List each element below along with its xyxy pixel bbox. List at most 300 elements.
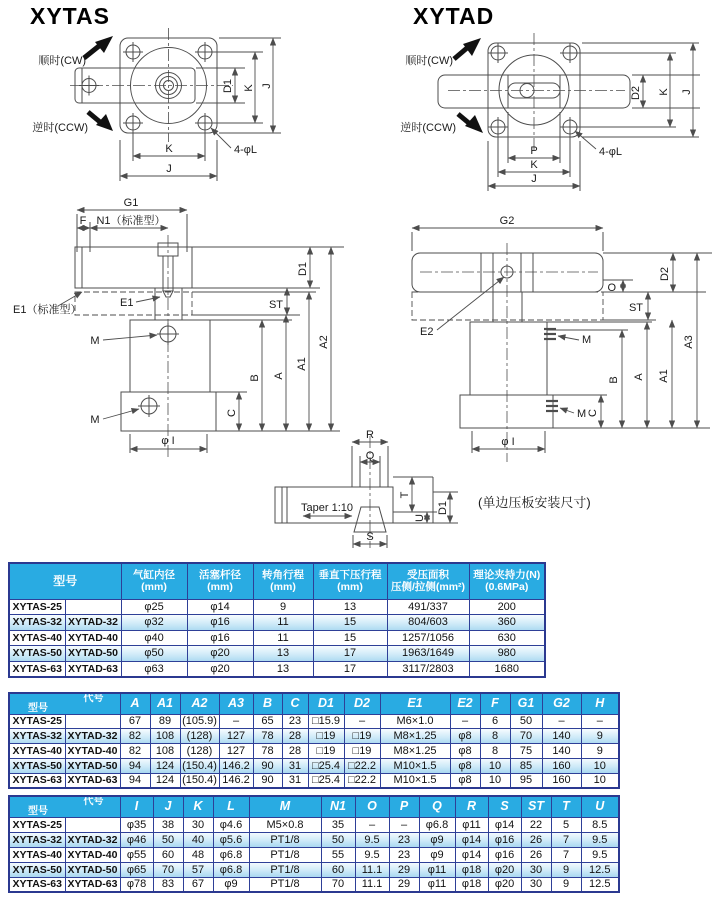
cell: □19 [308, 744, 344, 759]
cell: 17 [313, 661, 387, 677]
model-column-header: 型号 [9, 563, 121, 599]
cell: 8 [480, 744, 510, 759]
dim-label-st: ST [268, 299, 284, 311]
dim-label-p: P [530, 145, 538, 157]
xytas-top-view-drawing [32, 28, 281, 181]
cell: φ20 [488, 862, 521, 877]
column-header: ST [521, 796, 551, 817]
column-header: U [581, 796, 619, 817]
column-header: A2 [180, 693, 219, 714]
column-header: E1 [380, 693, 450, 714]
cell: 30 [521, 862, 551, 877]
cell: φ78 [120, 877, 153, 892]
cell: 13 [313, 599, 387, 615]
cell: 83 [153, 877, 183, 892]
dim-label-d1: D1 [297, 261, 309, 277]
cell: 30 [521, 877, 551, 892]
cell: 12.5 [581, 862, 619, 877]
model-column-header [9, 796, 120, 817]
cell: 8.5 [581, 817, 619, 832]
cell: 1680 [469, 661, 545, 677]
cell: □22.2 [344, 758, 380, 773]
cell: φ55 [120, 847, 153, 862]
dim-label-u: U [414, 514, 426, 522]
cell: φ16 [187, 615, 253, 631]
column-header: H [581, 693, 619, 714]
cell: 11 [253, 615, 313, 631]
cell: 9.5 [581, 847, 619, 862]
table-row [9, 661, 545, 677]
cell: (128) [180, 744, 219, 759]
cell: 70 [510, 729, 542, 744]
model-cell: XYTAS-63 [9, 661, 65, 677]
table-row [9, 714, 619, 729]
cell: 29 [389, 877, 419, 892]
cell: φ14 [455, 847, 488, 862]
dim-label-k-side: K [658, 88, 670, 96]
cell: φ65 [120, 862, 153, 877]
cell: 89 [150, 714, 180, 729]
spec-table-container [8, 562, 546, 678]
cell: φ63 [121, 661, 187, 677]
cell: 35 [321, 817, 355, 832]
column-header: T [551, 796, 581, 817]
cell: φ50 [121, 646, 187, 662]
cell: 40 [183, 832, 213, 847]
cell: 50 [510, 714, 542, 729]
column-header: A1 [150, 693, 180, 714]
cell: 146.2 [219, 758, 253, 773]
cell: φ14 [488, 817, 521, 832]
mounting-note: (单边压板安装尺寸) [478, 495, 591, 510]
model-cell: XYTAD-50 [65, 862, 120, 877]
table-row [9, 744, 619, 759]
model-cell: XYTAS-50 [9, 758, 65, 773]
cell: – [450, 714, 480, 729]
cell: 108 [150, 729, 180, 744]
cell: 9.5 [355, 832, 389, 847]
spec-table [8, 562, 546, 678]
e1-label: E1 [120, 297, 134, 309]
cell: 146.2 [219, 773, 253, 788]
cell: 200 [469, 599, 545, 615]
e2-label: E2 [420, 326, 434, 338]
table-row [9, 630, 545, 646]
cell: 8 [480, 729, 510, 744]
cell: 13 [253, 646, 313, 662]
cell: 57 [183, 862, 213, 877]
dim-label-j-bottom: J [166, 163, 172, 175]
cell: φ8 [450, 744, 480, 759]
cell: 10 [581, 758, 619, 773]
dim-label-r: R [366, 429, 374, 441]
cell: 9.5 [581, 832, 619, 847]
table-row [9, 817, 619, 832]
cell: 140 [542, 729, 581, 744]
cell: 140 [542, 744, 581, 759]
dim-label-j-side: J [681, 89, 693, 95]
table-row [9, 758, 619, 773]
model-cell: XYTAD-32 [65, 832, 120, 847]
ccw-label: 逆时(CCW) [32, 122, 88, 134]
model-cell: XYTAS-32 [9, 615, 65, 631]
cell: 67 [183, 877, 213, 892]
dimension-table-2-container [8, 795, 620, 893]
dim-label-n1: N1（标准型） [96, 215, 166, 227]
cell: 804/603 [387, 615, 469, 631]
cell: 26 [521, 832, 551, 847]
port-m-lower-label: M [577, 408, 587, 420]
column-header: N1 [321, 796, 355, 817]
cell: 29 [389, 862, 419, 877]
cell: 124 [150, 773, 180, 788]
cell: – [219, 714, 253, 729]
cell: (128) [180, 729, 219, 744]
cell: 13 [253, 661, 313, 677]
model-cell: XYTAS-40 [9, 847, 65, 862]
cell: 9.5 [355, 847, 389, 862]
column-header: C [282, 693, 308, 714]
model-cell: XYTAD-63 [65, 773, 120, 788]
column-header: L [213, 796, 249, 817]
cell: □19 [344, 729, 380, 744]
cell: 55 [321, 847, 355, 862]
model-cell: XYTAS-25 [9, 599, 65, 615]
cell: – [344, 714, 380, 729]
dim-label-bore: φ I [161, 435, 175, 447]
dim-label-b: B [608, 376, 620, 384]
cell: (105.9) [180, 714, 219, 729]
dim-label-d1: D1 [222, 78, 234, 94]
ccw-label: 逆时(CCW) [400, 122, 456, 134]
cell: 94 [120, 773, 150, 788]
cell: 78 [253, 729, 282, 744]
cell: 11.1 [355, 862, 389, 877]
dim-label-c: C [587, 409, 599, 417]
cell: 26 [521, 847, 551, 862]
cell: – [389, 817, 419, 832]
cell: M8×1.25 [380, 744, 450, 759]
page-title-xytad: XYTAD [413, 3, 495, 29]
cw-label: 顺时(CW) [405, 55, 453, 67]
cell: 75 [510, 744, 542, 759]
cell: PT1/8 [249, 862, 321, 877]
page-title-xytas: XYTAS [30, 3, 110, 29]
diag-label-top: 代号 [83, 796, 104, 807]
cell: PT1/8 [249, 877, 321, 892]
table-row [9, 832, 619, 847]
cell: φ18 [455, 877, 488, 892]
model-cell: XYTAS-40 [9, 744, 65, 759]
diag-label-bottom: 型号 [28, 702, 48, 714]
dim-label-a3: A3 [683, 335, 695, 349]
cell: φ9 [419, 847, 455, 862]
cell: 127 [219, 729, 253, 744]
dim-label-j-side: J [261, 83, 273, 89]
column-header: G1 [510, 693, 542, 714]
dim-label-k-bottom: K [165, 143, 173, 155]
dim-label-t: T [399, 491, 411, 499]
diag-label-bottom: 型号 [28, 805, 48, 817]
model-column-header [9, 693, 120, 714]
dim-label-c: C [226, 409, 238, 417]
model-cell: XYTAD-32 [65, 729, 120, 744]
cell: 1963/1649 [387, 646, 469, 662]
cell: φ16 [488, 832, 521, 847]
dim-label-d2: D2 [630, 85, 642, 101]
column-header: R [455, 796, 488, 817]
dimension-table-1-container [8, 692, 620, 789]
column-header: I [120, 796, 153, 817]
model-cell: XYTAS-40 [9, 630, 65, 646]
cell: 10 [480, 758, 510, 773]
port-m-lower-label: M [90, 414, 100, 426]
cell: 65 [253, 714, 282, 729]
dim-label-k-bottom: K [530, 159, 538, 171]
cell: 10 [480, 773, 510, 788]
cell: φ14 [455, 832, 488, 847]
cell: φ11 [419, 862, 455, 877]
column-header: M [249, 796, 321, 817]
cell: 28 [282, 744, 308, 759]
cell: M10×1.5 [380, 773, 450, 788]
cell: 5 [551, 817, 581, 832]
cell: M6×1.0 [380, 714, 450, 729]
cell: 9 [551, 877, 581, 892]
dim-label-st: ST [628, 302, 644, 314]
dim-label-g1: G1 [123, 197, 139, 209]
cell: 60 [321, 862, 355, 877]
cell: 15 [313, 630, 387, 646]
dim-label-g2: G2 [499, 215, 515, 227]
cell: □25.4 [308, 758, 344, 773]
model-cell: XYTAD-40 [65, 630, 121, 646]
cell: M5×0.8 [249, 817, 321, 832]
cell: 95 [510, 773, 542, 788]
dim-label-d1: D1 [437, 500, 449, 516]
cell: φ14 [187, 599, 253, 615]
cell: 11.1 [355, 877, 389, 892]
model-cell: XYTAD-40 [65, 744, 120, 759]
model-cell [65, 817, 120, 832]
cell: 6 [480, 714, 510, 729]
cell: φ4.6 [213, 817, 249, 832]
cell: φ32 [121, 615, 187, 631]
column-header: 垂直下压行程 (mm) [313, 563, 387, 599]
dimension-table-2 [8, 795, 620, 893]
cell: 360 [469, 615, 545, 631]
e1-standard-label: E1（标准型） [13, 304, 82, 316]
dim-label-k-side: K [243, 84, 255, 92]
cell: φ5.6 [213, 832, 249, 847]
cell: 15 [313, 615, 387, 631]
cell: φ46 [120, 832, 153, 847]
cell: φ8 [450, 773, 480, 788]
dim-label-q: Q [365, 450, 375, 462]
cell: □19 [308, 729, 344, 744]
port-m-upper-label: M [582, 334, 592, 346]
cell: 31 [282, 773, 308, 788]
cell: φ9 [213, 877, 249, 892]
cell: 31 [282, 758, 308, 773]
cell: – [581, 714, 619, 729]
cell: 23 [389, 847, 419, 862]
column-header: 转角行程 (mm) [253, 563, 313, 599]
cell: φ20 [488, 877, 521, 892]
cell: φ6.8 [213, 862, 249, 877]
cell: 3117/2803 [387, 661, 469, 677]
cell: φ16 [187, 630, 253, 646]
cell: M10×1.5 [380, 758, 450, 773]
cell: φ20 [187, 661, 253, 677]
cell: 23 [389, 832, 419, 847]
dim-label-b: B [249, 374, 261, 382]
dim-label-a1: A1 [296, 357, 308, 371]
cell: 1257/1056 [387, 630, 469, 646]
cell: 127 [219, 744, 253, 759]
dim-label-d2: D2 [659, 266, 671, 282]
cell: □22.2 [344, 773, 380, 788]
cell: 90 [253, 758, 282, 773]
column-header: B [253, 693, 282, 714]
column-header: K [183, 796, 213, 817]
cell: 90 [253, 773, 282, 788]
dim-label-j-bottom: J [531, 173, 537, 185]
cell: 94 [120, 758, 150, 773]
cell: PT1/8 [249, 847, 321, 862]
cell: 980 [469, 646, 545, 662]
diag-label-top: 代号 [83, 693, 104, 704]
column-header: J [153, 796, 183, 817]
table-row [9, 646, 545, 662]
model-cell: XYTAS-63 [9, 773, 65, 788]
cell: 491/337 [387, 599, 469, 615]
model-cell: XYTAD-63 [65, 877, 120, 892]
column-header: E2 [450, 693, 480, 714]
cell: PT1/8 [249, 832, 321, 847]
dim-label-f: F [79, 215, 87, 227]
model-cell: XYTAD-50 [65, 646, 121, 662]
column-header: P [389, 796, 419, 817]
table-row [9, 729, 619, 744]
cell: 17 [313, 646, 387, 662]
column-header: D2 [344, 693, 380, 714]
model-cell: XYTAS-50 [9, 646, 65, 662]
cell: 85 [510, 758, 542, 773]
table-row [9, 615, 545, 631]
cell: φ40 [121, 630, 187, 646]
cell: 124 [150, 758, 180, 773]
cell: 630 [469, 630, 545, 646]
cell: 9 [581, 744, 619, 759]
cell: 78 [253, 744, 282, 759]
cell: (150.4) [180, 758, 219, 773]
model-cell: XYTAS-32 [9, 729, 65, 744]
cell: 28 [282, 729, 308, 744]
cw-label: 顺时(CW) [38, 55, 86, 67]
dimension-table-1 [8, 692, 620, 789]
cell: 22 [521, 817, 551, 832]
column-header: 受压面积 压侧/拉侧(mm²) [387, 563, 469, 599]
arm-detail-drawing [275, 429, 458, 548]
cell: □15.9 [308, 714, 344, 729]
xytad-top-view-drawing [400, 33, 700, 191]
cell: 10 [581, 773, 619, 788]
cell: φ6.8 [213, 847, 249, 862]
column-header: G2 [542, 693, 581, 714]
xytas-side-view-drawing [13, 197, 344, 458]
model-cell [65, 599, 121, 615]
model-cell: XYTAD-50 [65, 758, 120, 773]
cell: 60 [153, 847, 183, 862]
dim-label-a2: A2 [318, 335, 330, 349]
cell: φ6.8 [419, 817, 455, 832]
cell: 50 [321, 832, 355, 847]
cell: φ35 [120, 817, 153, 832]
cell: □25.4 [308, 773, 344, 788]
holes-label: 4-φL [234, 144, 258, 156]
cell: φ11 [455, 817, 488, 832]
cell: φ16 [488, 847, 521, 862]
holes-label: 4-φL [599, 146, 623, 158]
cell: φ9 [419, 832, 455, 847]
cell: φ18 [455, 862, 488, 877]
cell: φ25 [121, 599, 187, 615]
xytad-side-view-drawing [412, 215, 712, 462]
column-header: 活塞杆径 (mm) [187, 563, 253, 599]
model-cell: XYTAS-63 [9, 877, 65, 892]
column-header: D1 [308, 693, 344, 714]
column-header: 理论夹持力(N) (0.6MPa) [469, 563, 545, 599]
port-m-upper-label: M [90, 335, 100, 347]
cell: 9 [581, 729, 619, 744]
model-cell [65, 714, 120, 729]
dim-label-a: A [633, 373, 645, 381]
cell: 23 [282, 714, 308, 729]
cell: 160 [542, 758, 581, 773]
model-cell: XYTAS-50 [9, 862, 65, 877]
column-header: S [488, 796, 521, 817]
cell: φ20 [187, 646, 253, 662]
model-cell: XYTAD-32 [65, 615, 121, 631]
column-header: A3 [219, 693, 253, 714]
cell: 38 [153, 817, 183, 832]
table-row [9, 847, 619, 862]
column-header: A [120, 693, 150, 714]
dim-label-o: O [607, 282, 616, 294]
cell: 12.5 [581, 877, 619, 892]
column-header: Q [419, 796, 455, 817]
cell: 67 [120, 714, 150, 729]
dim-label-a1: A1 [658, 369, 670, 383]
column-header: 气缸内径 (mm) [121, 563, 187, 599]
cell: 30 [183, 817, 213, 832]
cell: 9 [551, 862, 581, 877]
cell: 7 [551, 847, 581, 862]
model-cell: XYTAD-63 [65, 661, 121, 677]
table-row [9, 862, 619, 877]
cell: 82 [120, 729, 150, 744]
dim-label-s: S [366, 531, 374, 543]
cell: 11 [253, 630, 313, 646]
model-cell: XYTAS-25 [9, 714, 65, 729]
cell: 108 [150, 744, 180, 759]
cell: 70 [321, 877, 355, 892]
model-cell: XYTAD-40 [65, 847, 120, 862]
cell: φ8 [450, 729, 480, 744]
table-row [9, 599, 545, 615]
cell: φ8 [450, 758, 480, 773]
